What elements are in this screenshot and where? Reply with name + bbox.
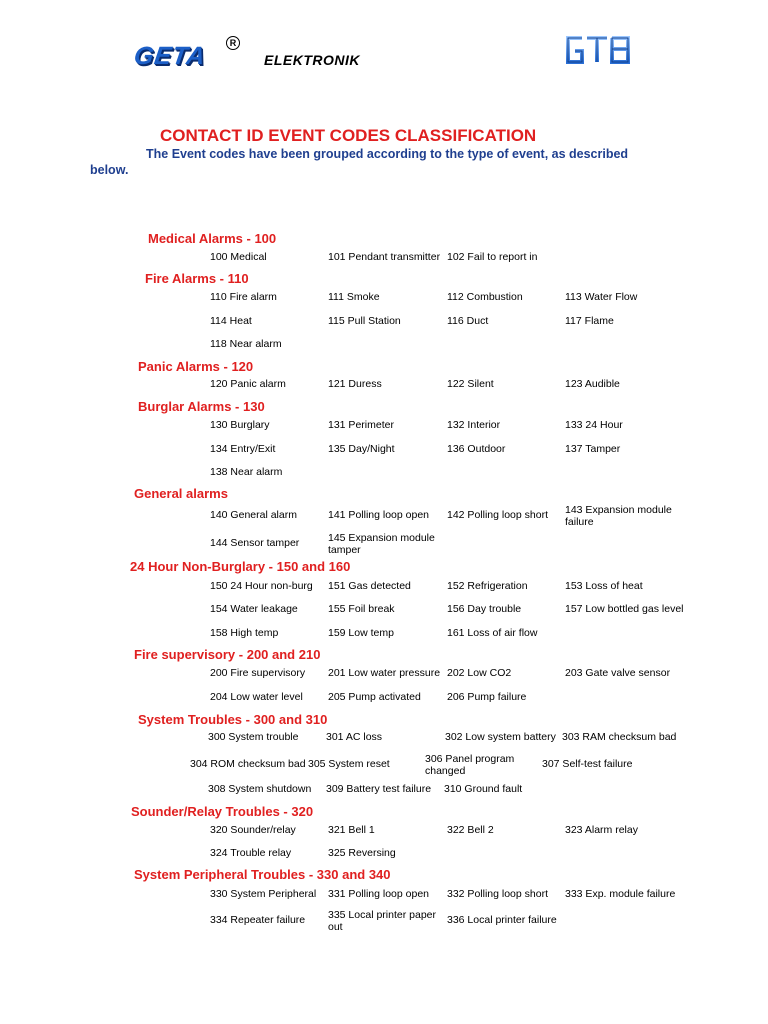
section-title-nonburglary: 24 Hour Non-Burglary - 150 and 160 (130, 559, 351, 574)
event-code: 154 Water leakage (210, 603, 298, 615)
event-code: 135 Day/Night (328, 443, 395, 455)
event-code: 144 Sensor tamper (210, 537, 300, 549)
event-code: 121 Duress (328, 378, 382, 390)
event-code: 117 Flame (565, 315, 614, 327)
event-code: 334 Repeater failure (210, 914, 306, 926)
event-code: 111 Smoke (328, 291, 380, 303)
event-code: 110 Fire alarm (210, 291, 277, 303)
event-code: 142 Polling loop short (447, 509, 548, 521)
section-title-panic: Panic Alarms - 120 (138, 359, 254, 374)
event-code: 202 Low CO2 (447, 667, 512, 679)
event-code: 304 ROM checksum bad (190, 758, 306, 770)
event-code: 131 Perimeter (328, 419, 394, 431)
event-code: 153 Loss of heat (565, 580, 643, 592)
section-title-burglar: Burglar Alarms - 130 (138, 399, 265, 414)
event-code: 158 High temp (210, 627, 279, 639)
event-code: 336 Local printer failure (447, 914, 557, 926)
event-code: 333 Exp. module failure (565, 888, 676, 900)
event-code: 143 Expansion module failure (565, 504, 672, 528)
company-suffix: ELEKTRONIK (264, 52, 360, 68)
event-code: 203 Gate valve sensor (565, 667, 671, 679)
event-code: 141 Polling loop open (328, 509, 430, 521)
section-title-sounder-relay: Sounder/Relay Troubles - 320 (131, 804, 314, 819)
event-code: 309 Battery test failure (326, 783, 432, 795)
event-code: 303 RAM checksum bad (562, 731, 677, 743)
event-code: 324 Trouble relay (210, 847, 292, 859)
registered-mark: R (226, 36, 240, 50)
event-code: 151 Gas detected (328, 580, 411, 592)
event-code: 137 Tamper (565, 443, 621, 455)
event-code: 205 Pump activated (328, 691, 421, 703)
section-title-system-peripheral: System Peripheral Troubles - 330 and 340 (134, 867, 391, 882)
event-code: 306 Panel program changed (425, 753, 515, 777)
event-code: 116 Duct (447, 315, 489, 327)
event-code: 120 Panic alarm (210, 378, 286, 390)
event-code: 308 System shutdown (208, 783, 312, 795)
event-code: 201 Low water pressure (328, 667, 441, 679)
event-code: 300 System trouble (208, 731, 299, 743)
event-code: 302 Low system battery (445, 731, 556, 743)
event-code: 113 Water Flow (565, 291, 638, 303)
section-title-medical: Medical Alarms - 100 (148, 231, 277, 246)
event-code: 335 Local printer paper out (328, 909, 436, 933)
section-title-fire: Fire Alarms - 110 (145, 271, 249, 286)
event-code: 136 Outdoor (447, 443, 506, 455)
event-code: 307 Self-test failure (542, 758, 633, 770)
event-code: 112 Combustion (447, 291, 523, 303)
event-code: 310 Ground fault (444, 783, 523, 795)
event-code: 100 Medical (210, 251, 267, 263)
event-code: 132 Interior (447, 419, 501, 431)
event-code: 159 Low temp (328, 627, 394, 639)
gtb-logo-icon (564, 34, 632, 66)
event-code: 204 Low water level (210, 691, 303, 703)
geta-logo: GETA (132, 42, 208, 70)
event-code: 156 Day trouble (447, 603, 522, 615)
event-code: 301 AC loss (326, 731, 383, 743)
event-code: 152 Refrigeration (447, 580, 528, 592)
event-code: 145 Expansion module tamper (328, 532, 435, 556)
document-title: CONTACT ID EVENT CODES CLASSIFICATION (160, 126, 537, 145)
event-code: 305 System reset (308, 758, 390, 770)
event-code: 331 Polling loop open (328, 888, 430, 900)
event-code: 320 Sounder/relay (210, 824, 296, 836)
event-code: 322 Bell 2 (447, 824, 494, 836)
section-title-system-troubles: System Troubles - 300 and 310 (138, 712, 328, 727)
event-code: 155 Foil break (328, 603, 395, 615)
event-code: 200 Fire supervisory (210, 667, 306, 679)
event-code: 150 24 Hour non-burg (210, 580, 313, 592)
event-code: 118 Near alarm (210, 338, 282, 350)
section-title-general: General alarms (134, 486, 228, 501)
event-code: 114 Heat (210, 315, 252, 327)
event-code: 325 Reversing (328, 847, 396, 859)
event-code: 206 Pump failure (447, 691, 527, 703)
event-code: 134 Entry/Exit (210, 443, 276, 455)
event-code: 330 System Peripheral (210, 888, 317, 900)
event-code: 130 Burglary (210, 419, 270, 431)
event-code: 101 Pendant transmitter (328, 251, 441, 263)
section-title-fire-supervisory: Fire supervisory - 200 and 210 (134, 647, 321, 662)
event-code: 102 Fail to report in (447, 251, 538, 263)
event-code: 122 Silent (447, 378, 494, 390)
event-code: 161 Loss of air flow (447, 627, 538, 639)
event-code: 138 Near alarm (210, 466, 283, 478)
event-code: 321 Bell 1 (328, 824, 375, 836)
event-code: 133 24 Hour (565, 419, 623, 431)
event-code: 332 Polling loop short (447, 888, 548, 900)
event-code: 157 Low bottled gas level (565, 603, 684, 615)
event-code: 115 Pull Station (328, 315, 401, 327)
event-code: 123 Audible (565, 378, 620, 390)
event-code: 323 Alarm relay (565, 824, 638, 836)
intro-text: The Event codes have been grouped according to the type of event, as described below. (90, 147, 629, 177)
event-code: 140 General alarm (210, 509, 297, 521)
